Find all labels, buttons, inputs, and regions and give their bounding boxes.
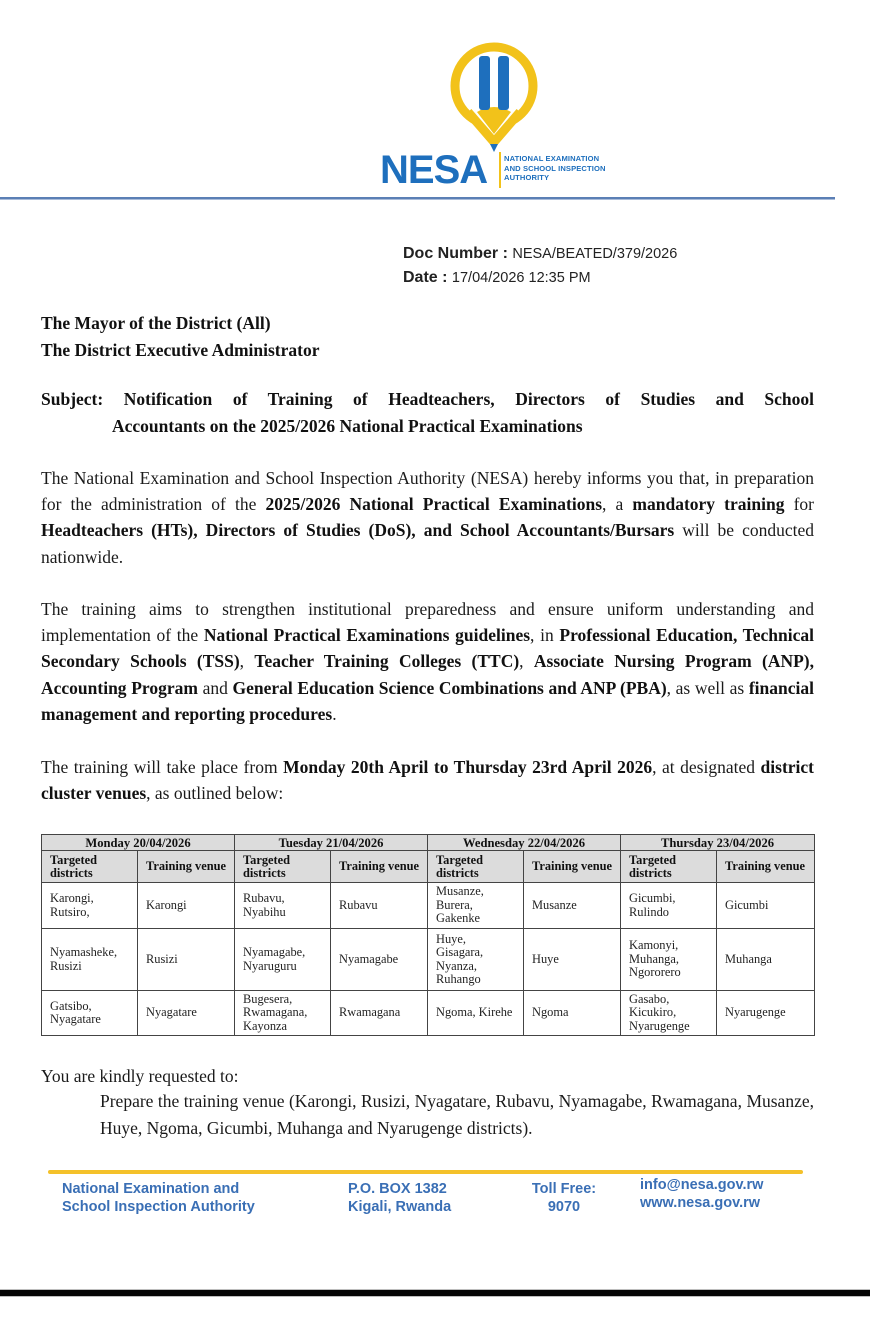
footer-address: P.O. BOX 1382 Kigali, Rwanda bbox=[348, 1181, 452, 1215]
districts-cell: Nyamasheke, Rusizi bbox=[42, 929, 138, 991]
col-header-venue: Training venue bbox=[331, 851, 428, 883]
venue-cell: Gicumbi bbox=[717, 883, 815, 929]
footer-toll-free: Toll Free: 9070 bbox=[531, 1181, 597, 1215]
districts-cell: Nyamagabe, Nyaruguru bbox=[235, 929, 331, 991]
date-value: 17/04/2026 12:35 PM bbox=[451, 270, 591, 286]
venue-cell: Rubavu bbox=[331, 883, 428, 929]
districts-cell: Kamonyi, Muhanga, Ngororero bbox=[621, 929, 717, 991]
venue-cell: Nyagatare bbox=[138, 991, 235, 1036]
col-header-districts: Targeted districts bbox=[621, 851, 717, 883]
paragraph-dates: The training will take place from Monday 20th April to Thursday 23rd April 2026, at designated district cluster venues, as outlined below: bbox=[41, 757, 815, 804]
table-row bbox=[42, 991, 815, 1036]
request-lead: You are kindly requested to: bbox=[41, 1066, 239, 1086]
col-header-venue: Training venue bbox=[717, 851, 815, 883]
addressee: The Mayor of the District (All) bbox=[41, 313, 271, 333]
day-header: Monday 20/04/2026 bbox=[42, 835, 235, 851]
subject-line: Subject: Notification of Training of Headteachers, Directors of Studies and School Accountants on the 2025/2026 National Practical Examinations bbox=[41, 389, 814, 436]
venue-cell: Rwamagana bbox=[331, 991, 428, 1036]
document-meta bbox=[403, 242, 677, 290]
venue-cell: Ngoma bbox=[524, 991, 621, 1036]
training-schedule-table bbox=[41, 834, 815, 1036]
date-line: Date : 17/04/2026 12:35 PM bbox=[403, 269, 591, 286]
paragraph-intro: The National Examination and School Inspection Authority (NESA) hereby informs you that, in preparation for the administration of the 2025/2026 National Practical Examinations, a mandatory training for Headteachers (HTs), Directors of Studies (DoS), and School Accountants/Bursars will be conducted nationwide. bbox=[41, 468, 815, 567]
paragraph-aims: The training aims to strengthen institutional preparedness and ensure uniform understanding and implementation of the National Practical Examinations guidelines, in Professional Education, Technical Secondary Schools (TSS), Teacher Training Colleges (TTC), Associate Nursing Program (ANP), Accounting Program and General Education Science Combinations and ANP (PBA), as well as financial management and reporting procedures. bbox=[41, 599, 815, 724]
col-header-districts: Targeted districts bbox=[428, 851, 524, 883]
day-header-row bbox=[42, 835, 815, 851]
doc-number-value: NESA/BEATED/379/2026 bbox=[512, 246, 678, 262]
addressee: The District Executive Administrator bbox=[41, 340, 320, 360]
footer-website-link[interactable]: www.nesa.gov.rw bbox=[640, 1195, 761, 1211]
col-header-districts: Targeted districts bbox=[42, 851, 138, 883]
footer-divider bbox=[48, 1170, 803, 1174]
footer-org: National Examination and School Inspection Authority bbox=[62, 1181, 255, 1215]
day-header: Thursday 23/04/2026 bbox=[621, 835, 815, 851]
districts-cell: Gasabo, Kicukiro, Nyarugenge bbox=[621, 991, 717, 1036]
date-label: Date bbox=[403, 269, 438, 286]
venue-cell: Nyarugenge bbox=[717, 991, 815, 1036]
venue-cell: Muhanga bbox=[717, 929, 815, 991]
logo-wordmark: NESA bbox=[380, 148, 488, 192]
districts-cell: Bugesera, Rwamagana, Kayonza bbox=[235, 991, 331, 1036]
venue-cell: Karongi bbox=[138, 883, 235, 929]
districts-cell: Gatsibo, Nyagatare bbox=[42, 991, 138, 1036]
col-header-venue: Training venue bbox=[524, 851, 621, 883]
table-row bbox=[42, 929, 815, 991]
venue-cell: Nyamagabe bbox=[331, 929, 428, 991]
addressees bbox=[41, 310, 320, 364]
footer-contact bbox=[640, 1176, 763, 1212]
request-item: Prepare the training venue (Karongi, Rusizi, Nyagatare, Rubavu, Nyamagabe, Rwamagana, Musanze, Huye, Ngoma, Gicumbi, Muhanga and Nyarugenge districts). bbox=[100, 1091, 814, 1138]
header-divider bbox=[0, 197, 835, 200]
day-header: Wednesday 22/04/2026 bbox=[428, 835, 621, 851]
venue-cell: Rusizi bbox=[138, 929, 235, 991]
doc-number-line: Doc Number : NESA/BEATED/379/2026 bbox=[403, 245, 678, 262]
day-header: Tuesday 21/04/2026 bbox=[235, 835, 428, 851]
footer-email-link[interactable]: info@nesa.gov.rw bbox=[640, 1177, 764, 1193]
pencil-bulb-logo-icon bbox=[444, 42, 544, 152]
col-header-venue: Training venue bbox=[138, 851, 235, 883]
logo-subtitle: NATIONAL EXAMINATION AND SCHOOL INSPECTION AUTHORITY bbox=[504, 154, 606, 182]
col-header-districts: Targeted districts bbox=[235, 851, 331, 883]
logo-divider bbox=[499, 152, 501, 188]
districts-cell: Musanze, Burera, Gakenke bbox=[428, 883, 524, 929]
table-row bbox=[42, 883, 815, 929]
districts-cell: Karongi, Rutsiro, bbox=[42, 883, 138, 929]
venue-cell: Huye bbox=[524, 929, 621, 991]
districts-cell: Gicumbi, Rulindo bbox=[621, 883, 717, 929]
venue-cell: Musanze bbox=[524, 883, 621, 929]
column-header-row bbox=[42, 851, 815, 883]
doc-number-label: Doc Number bbox=[403, 245, 499, 262]
page-bottom-bar bbox=[0, 1289, 870, 1297]
districts-cell: Huye, Gisagara, Nyanza, Ruhango bbox=[428, 929, 524, 991]
districts-cell: Rubavu, Nyabihu bbox=[235, 883, 331, 929]
nesa-logo bbox=[380, 42, 630, 192]
districts-cell: Ngoma, Kirehe bbox=[428, 991, 524, 1036]
